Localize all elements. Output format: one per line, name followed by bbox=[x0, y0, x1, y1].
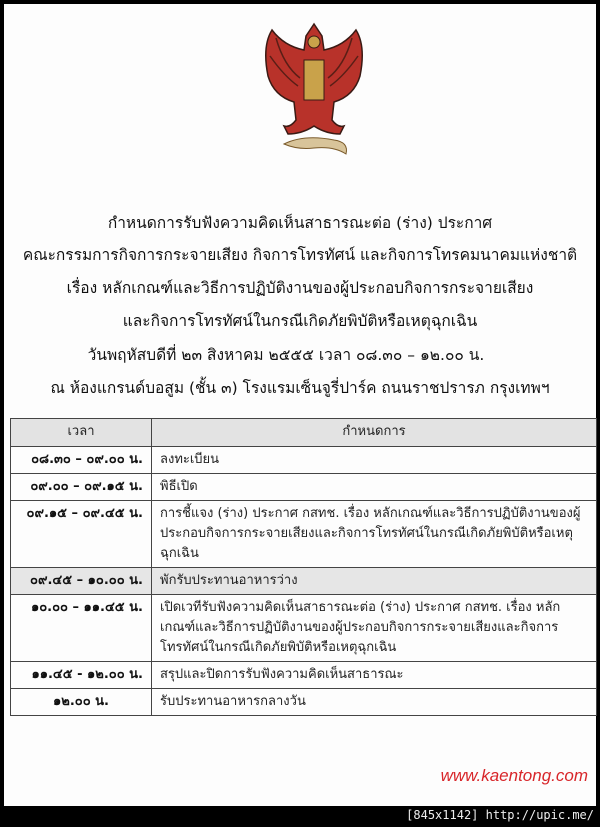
row-agenda: เปิดเวทีรับฟังความคิดเห็นสาธารณะต่อ (ร่าง) ประกาศ กสทช. เรื่อง หลักเกณฑ์และวิธีการปฏิบัติงานของผู้ประกอบกิจการกระจายเสียงและกิจการโทรทัศน์ในกรณีเกิดภัยพิบัติหรือเหตุฉุกเฉิน bbox=[152, 595, 597, 662]
table-row bbox=[11, 595, 597, 662]
row-time: ๐๙.๑๕ – ๐๙.๔๕ น. bbox=[11, 501, 152, 568]
document-page bbox=[4, 4, 596, 806]
image-host-footer: [845x1142] http://upic.me/ bbox=[406, 808, 594, 822]
row-time: ๑๐.๐๐ – ๑๑.๔๕ น. bbox=[11, 595, 152, 662]
row-time: ๑๑.๔๕ - ๑๒.๐๐ น. bbox=[11, 662, 152, 689]
table-row bbox=[11, 447, 597, 474]
row-time: ๐๙.๐๐ – ๐๙.๑๕ น. bbox=[11, 474, 152, 501]
heading-line-3: เรื่อง หลักเกณฑ์และวิธีการปฏิบัติงานของผู้ประกอบกิจการกระจายเสียง bbox=[66, 279, 534, 297]
table-row bbox=[11, 474, 597, 501]
table-row bbox=[11, 689, 597, 716]
watermark-link[interactable]: www.kaentong.com bbox=[440, 766, 588, 785]
table-row bbox=[11, 568, 597, 595]
event-venue: ณ ห้องแกรนด์บอสูม (ชั้น ๓) โรงแรมเซ็นจูรี่ปาร์ค ถนนราชปรารภ กรุงเทพฯ bbox=[50, 379, 550, 397]
row-time: ๑๒.๐๐ น. bbox=[11, 689, 152, 716]
heading-line-2: คณะกรรมการกิจการกระจายเสียง กิจการโทรทัศน์ และกิจการโทรคมนาคมแห่งชาติ bbox=[22, 246, 578, 264]
heading-line-1: กำหนดการรับฟังความคิดเห็นสาธารณะต่อ (ร่าง) ประกาศ bbox=[107, 214, 493, 232]
row-agenda: รับประทานอาหารกลางวัน bbox=[152, 689, 597, 716]
row-agenda: ลงทะเบียน bbox=[152, 447, 597, 474]
event-date-time: วันพฤหัสบดีที่ ๒๓ สิงหาคม ๒๕๕๕ เวลา ๐๘.๓๐ – ๑๒.๐๐ น. bbox=[87, 346, 485, 364]
row-agenda: พักรับประทานอาหารว่าง bbox=[152, 568, 597, 595]
heading-line-4: และกิจการโทรทัศน์ในกรณีเกิดภัยพิบัติหรือเหตุฉุกเฉิน bbox=[122, 312, 478, 330]
column-header-agenda: กำหนดการ bbox=[152, 419, 597, 447]
table-header-row bbox=[11, 419, 597, 447]
row-agenda: สรุปและปิดการรับฟังความคิดเห็นสาธารณะ bbox=[152, 662, 597, 689]
schedule-table bbox=[10, 418, 597, 716]
table-row bbox=[11, 501, 597, 568]
row-agenda: พิธีเปิด bbox=[152, 474, 597, 501]
row-agenda: การชี้แจง (ร่าง) ประกาศ กสทช. เรื่อง หลักเกณฑ์และวิธีการปฏิบัติงานของผู้ประกอบกิจการกระจายเสียงและกิจการโทรทัศน์ในกรณีเกิดภัยพิบัติหรือเหตุฉุกเฉิน bbox=[152, 501, 597, 568]
table-row bbox=[11, 662, 597, 689]
garuda-emblem-icon bbox=[254, 16, 374, 158]
row-time: ๐๘.๓๐ – ๐๙.๐๐ น. bbox=[11, 447, 152, 474]
row-time: ๐๙.๔๕ – ๑๐.๐๐ น. bbox=[11, 568, 152, 595]
column-header-time: เวลา bbox=[11, 419, 152, 447]
